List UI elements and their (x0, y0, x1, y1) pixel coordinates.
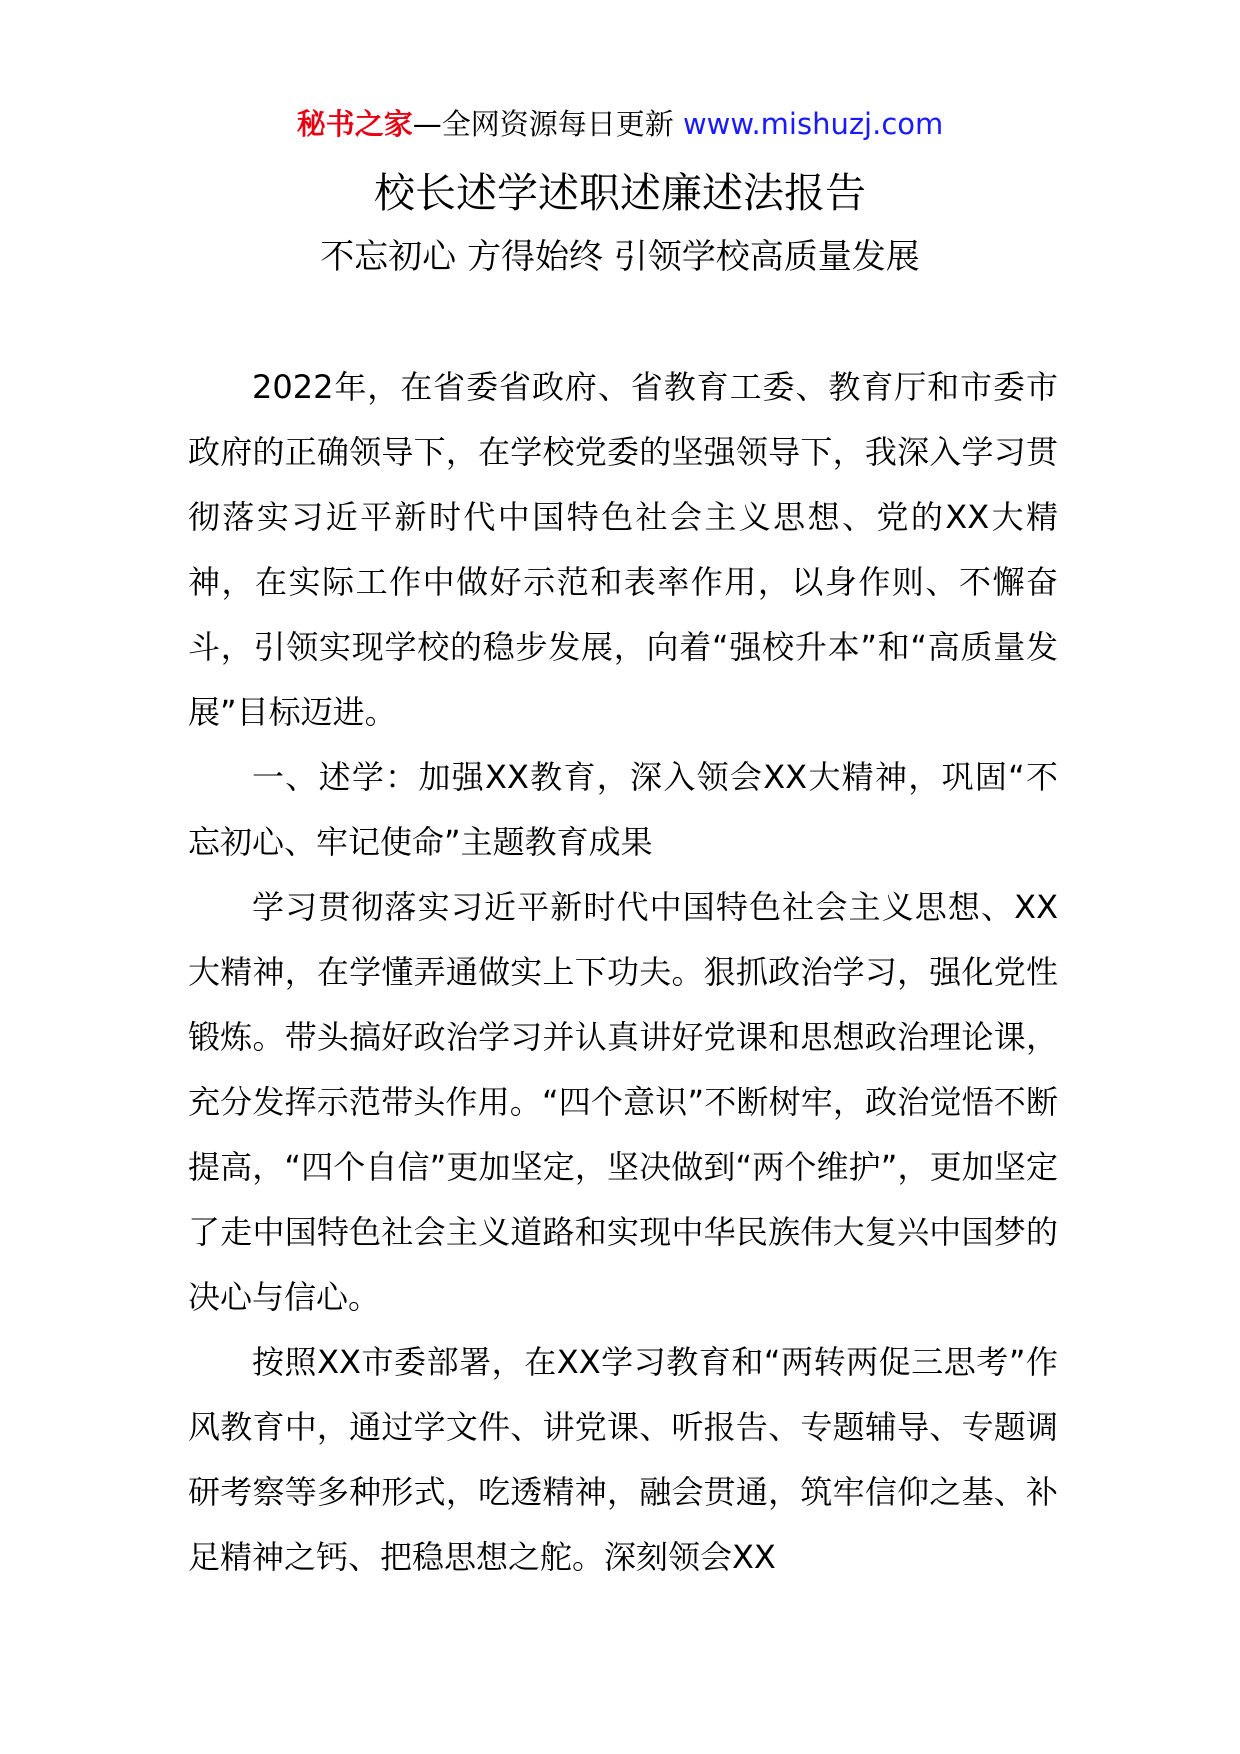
document-title: 校长述学述职述廉述法报告 (374, 169, 866, 217)
brand-name: 秘书之家 (296, 107, 413, 141)
site-url-link[interactable]: www.mishuzj.com (682, 107, 944, 141)
body-paragraph: 学习贯彻落实习近平新时代中国特色社会主义思想、XX大精神，在学懂弄通做实上下功夫。狠抓政治学习，强化党性锻炼。带头搞好政治学习并认真讲好党课和思想政治理论课，充分发挥示范带头作用。“四个意识”不断树牢，政治觉悟不断提高，“四个自信”更加坚定，坚决做到“两个维护”，更加坚定了走中国特色社会主义道路和实现中华民族伟大复兴中国梦的决心与信心。 (188, 888, 1058, 1316)
header-tagline: —全网资源每日更新 (412, 107, 674, 141)
intro-paragraph: 2022年，在省委省政府、省教育工委、教育厅和市委市政府的正确领导下，在学校党委的坚强领导下，我深入学习贯彻落实习近平新时代中国特色社会主义思想、党的XX大精神，在实际工作中做好示范和表率作用，以身作则、不懈奋斗，引领实现学校的稳步发展，向着“强校升本”和“高质量发展”目标迈进。 (188, 368, 1058, 731)
section-heading: 一、述学：加强XX教育，深入领会XX大精神，巩固“不忘初心、牢记使命”主题教育成果 (188, 758, 1058, 861)
body-paragraph: 按照XX市委部署，在XX学习教育和“两转两促三思考”作风教育中，通过学文件、讲党课、听报告、专题辅导、专题调研考察等多种形式，吃透精神，融会贯通，筑牢信仰之基、补足精神之钙、把稳思想之舵。深刻领会XX (188, 1343, 1058, 1576)
document-body (188, 355, 1058, 1590)
document-subtitle: 不忘初心 方得始终 引领学校高质量发展 (320, 237, 920, 277)
site-header (0, 104, 1240, 144)
